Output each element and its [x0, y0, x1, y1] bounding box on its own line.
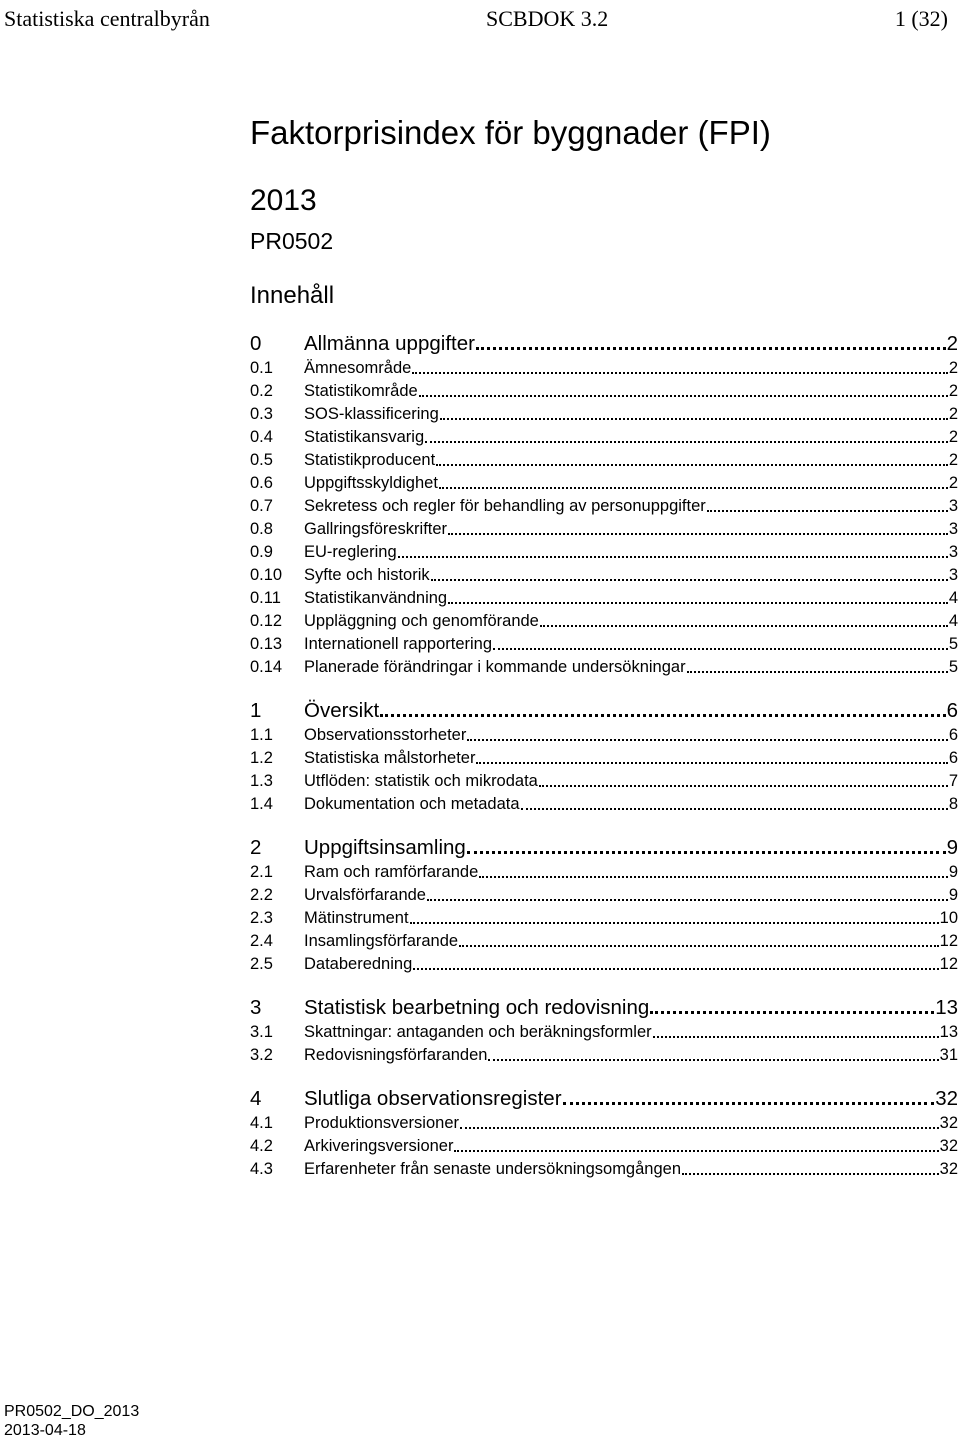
toc-entry-label: Uppgiftsinsamling — [304, 836, 466, 859]
toc-entry-page: 6 — [948, 749, 958, 767]
toc-entry-page: 13 — [935, 996, 958, 1019]
toc-chapter-entry[interactable] — [250, 697, 958, 724]
toc-entry-number: 2.3 — [250, 909, 273, 927]
toc-entry[interactable] — [250, 724, 958, 747]
toc-dot-leader — [412, 371, 948, 374]
toc-entry-label: EU-reglering — [304, 543, 397, 561]
toc-entry-page: 3 — [948, 520, 958, 538]
toc-entry-number: 1.1 — [250, 726, 273, 744]
toc-entry-page: 7 — [948, 772, 958, 790]
toc-entry-page: 9 — [948, 886, 958, 904]
toc-chapter-entry[interactable] — [250, 330, 958, 357]
toc-chapter-entry[interactable] — [250, 994, 958, 1021]
toc-entry-page: 3 — [948, 497, 958, 515]
toc-entry[interactable] — [250, 907, 958, 930]
toc-entry[interactable] — [250, 861, 958, 884]
toc-entry-number: 0.10 — [250, 566, 283, 584]
page-number: 1 (32) — [894, 6, 948, 31]
toc-entry-label: Statistikområde — [304, 382, 418, 400]
toc-entry-page: 2 — [948, 382, 958, 400]
toc-dot-leader — [467, 738, 947, 741]
toc-dot-leader — [427, 898, 948, 901]
toc-entry-number: 1.2 — [250, 749, 273, 767]
toc-dot-leader — [419, 394, 948, 397]
toc-entry-label: Ämnesområde — [304, 359, 412, 377]
toc-entry-page: 5 — [948, 635, 958, 653]
toc-entry-label: Statistikproducent — [304, 451, 436, 469]
toc-entry-number: 0.12 — [250, 612, 283, 630]
toc-entry-page: 6 — [948, 726, 958, 744]
toc-entry-page: 12 — [939, 955, 958, 973]
toc-dot-leader — [448, 532, 948, 535]
toc-chapter-entry[interactable] — [250, 834, 958, 861]
toc-section-gap — [250, 816, 958, 834]
toc-entry-label: Erfarenheter från senaste undersökningsomgången — [304, 1160, 681, 1178]
toc-entry-number: 4 — [250, 1087, 262, 1110]
toc-entry-label: Slutliga observationsregister — [304, 1087, 562, 1110]
toc-dot-leader — [476, 761, 947, 764]
toc-entry[interactable] — [250, 1044, 958, 1067]
product-code: PR0502 — [250, 228, 334, 254]
toc-section-gap — [250, 976, 958, 994]
toc-entry[interactable] — [250, 633, 958, 656]
toc-entry-page: 3 — [948, 543, 958, 561]
toc-entry-label: Statistisk bearbetning och redovisning — [304, 996, 650, 1019]
toc-entry[interactable] — [250, 426, 958, 449]
document-title: Faktorprisindex för byggnader (FPI) — [250, 114, 771, 151]
toc-dot-leader — [431, 578, 948, 581]
toc-dot-leader — [682, 1172, 939, 1175]
toc-dot-leader — [539, 784, 948, 787]
toc-entry-page: 2 — [948, 474, 958, 492]
toc-entry-page: 32 — [939, 1137, 958, 1155]
toc-entry-number: 1.4 — [250, 795, 273, 813]
toc-entry[interactable] — [250, 380, 958, 403]
document-code: SCBDOK 3.2 — [486, 6, 609, 31]
toc-entry[interactable] — [250, 610, 958, 633]
toc-entry[interactable] — [250, 449, 958, 472]
toc-entry-number: 0.4 — [250, 428, 273, 446]
toc-entry[interactable] — [250, 770, 958, 793]
toc-entry[interactable] — [250, 1135, 958, 1158]
footer-document-id: PR0502_DO_2013 — [4, 1403, 140, 1420]
toc-entry-page: 8 — [948, 795, 958, 813]
toc-entry-label: Uppläggning och genomförande — [304, 612, 539, 630]
toc-entry-label: Sekretess och regler för behandling av personuppgifter — [304, 497, 706, 515]
toc-dot-leader — [650, 1010, 934, 1014]
toc-entry[interactable] — [250, 656, 958, 679]
toc-entry-page: 32 — [939, 1160, 958, 1178]
toc-chapter-entry[interactable] — [250, 1085, 958, 1112]
toc-entry-label: Produktionsversioner — [304, 1114, 459, 1132]
toc-entry[interactable] — [250, 930, 958, 953]
toc-entry-page: 32 — [939, 1114, 958, 1132]
toc-dot-leader — [459, 944, 939, 947]
toc-entry-number: 1 — [250, 699, 262, 722]
page-header — [0, 0, 960, 36]
toc-entry-label: Gallringsföreskrifter — [304, 520, 448, 538]
toc-entry-page: 2 — [948, 428, 958, 446]
document-year: 2013 — [250, 184, 317, 217]
toc-entry-page: 3 — [948, 566, 958, 584]
toc-heading: Innehåll — [250, 282, 335, 309]
toc-entry-number: 0.9 — [250, 543, 273, 561]
toc-entry-label: Planerade förändringar i kommande undersökningar — [304, 658, 686, 676]
toc-entry-page: 4 — [948, 589, 958, 607]
toc-entry[interactable] — [250, 1158, 958, 1181]
toc-entry-number: 0.8 — [250, 520, 273, 538]
toc-entry-number: 2.4 — [250, 932, 273, 950]
toc-entry-page: 2 — [946, 332, 958, 355]
toc-entry-label: Insamlingsförfarande — [304, 932, 459, 950]
toc-dot-leader — [440, 417, 948, 420]
toc-entry-number: 3 — [250, 996, 262, 1019]
toc-entry-label: Arkiveringsversioner — [304, 1137, 454, 1155]
toc-entry-label: Ram och ramförfarande — [304, 863, 479, 881]
toc-entry-page: 13 — [939, 1023, 958, 1041]
toc-entry-number: 4.1 — [250, 1114, 273, 1132]
table-of-contents — [250, 330, 958, 1181]
toc-entry-label: Statistikansvarig — [304, 428, 425, 446]
toc-entry-number: 2.1 — [250, 863, 273, 881]
toc-dot-leader — [707, 509, 948, 512]
toc-entry-page: 2 — [948, 359, 958, 377]
toc-entry-label: SOS-klassificering — [304, 405, 439, 423]
toc-entry-page: 5 — [948, 658, 958, 676]
toc-entry-page: 10 — [939, 909, 958, 927]
toc-entry-label: Uppgiftsskyldighet — [304, 474, 438, 492]
toc-entry-label: Dokumentation och metadata — [304, 795, 520, 813]
footer-date: 2013-04-18 — [4, 1422, 86, 1439]
toc-dot-leader — [398, 555, 948, 558]
toc-entry-number: 0.2 — [250, 382, 273, 400]
toc-entry[interactable] — [250, 953, 958, 976]
toc-section-gap — [250, 1067, 958, 1085]
toc-dot-leader — [476, 346, 946, 350]
toc-entry[interactable] — [250, 541, 958, 564]
toc-entry-number: 4.2 — [250, 1137, 273, 1155]
toc-dot-leader — [454, 1149, 938, 1152]
toc-entry[interactable] — [250, 564, 958, 587]
toc-entry-label: Statistiska målstorheter — [304, 749, 476, 767]
toc-dot-leader — [448, 601, 948, 604]
toc-entry-number: 3.1 — [250, 1023, 273, 1041]
toc-dot-leader — [488, 1058, 938, 1061]
toc-dot-leader — [479, 875, 948, 878]
toc-entry-label: Statistikanvändning — [304, 589, 448, 607]
toc-dot-leader — [493, 647, 948, 650]
organization-name: Statistiska centralbyrån — [4, 6, 210, 31]
toc-entry[interactable] — [250, 793, 958, 816]
toc-entry[interactable] — [250, 518, 958, 541]
toc-entry-number: 1.3 — [250, 772, 273, 790]
toc-dot-leader — [413, 967, 938, 970]
toc-dot-leader — [439, 486, 948, 489]
toc-entry[interactable] — [250, 357, 958, 380]
toc-dot-leader — [460, 1126, 939, 1129]
toc-entry-number: 2.2 — [250, 886, 273, 904]
toc-dot-leader — [653, 1035, 939, 1038]
toc-dot-leader — [425, 440, 948, 443]
toc-dot-leader — [410, 921, 939, 924]
toc-entry-page: 2 — [948, 405, 958, 423]
toc-entry-label: Utflöden: statistik och mikrodata — [304, 772, 538, 790]
toc-entry-label: Allmänna uppgifter — [304, 332, 475, 355]
toc-entry[interactable] — [250, 587, 958, 610]
toc-entry-label: Redovisningsförfaranden — [304, 1046, 488, 1064]
toc-entry-label: Urvalsförfarande — [304, 886, 426, 904]
toc-entry-number: 0.7 — [250, 497, 273, 515]
toc-section-gap — [250, 679, 958, 697]
toc-entry-label: Databeredning — [304, 955, 413, 973]
toc-entry[interactable] — [250, 495, 958, 518]
toc-entry[interactable] — [250, 747, 958, 770]
toc-entry-number: 0.5 — [250, 451, 273, 469]
toc-entry-number: 0.3 — [250, 405, 273, 423]
toc-dot-leader — [380, 713, 945, 717]
toc-entry-label: Översikt — [304, 699, 380, 722]
toc-entry-page: 12 — [939, 932, 958, 950]
toc-dot-leader — [467, 850, 946, 854]
toc-entry-number: 2 — [250, 836, 262, 859]
toc-dot-leader — [687, 670, 948, 673]
toc-entry-number: 0.11 — [250, 589, 281, 607]
toc-entry[interactable] — [250, 403, 958, 426]
toc-entry-label: Skattningar: antaganden och beräkningsformler — [304, 1023, 652, 1041]
toc-entry-number: 0.1 — [250, 359, 273, 377]
toc-entry-label: Syfte och historik — [304, 566, 430, 584]
toc-entry-label: Mätinstrument — [304, 909, 409, 927]
toc-dot-leader — [540, 624, 948, 627]
toc-entry-label: Observationsstorheter — [304, 726, 467, 744]
toc-entry-page: 2 — [948, 451, 958, 469]
toc-entry-label: Internationell rapportering — [304, 635, 493, 653]
toc-entry-number: 4.3 — [250, 1160, 273, 1178]
toc-entry-page: 4 — [948, 612, 958, 630]
toc-entry-number: 0 — [250, 332, 262, 355]
toc-entry[interactable] — [250, 1112, 958, 1135]
page-footer — [4, 1402, 139, 1440]
toc-entry-number: 0.13 — [250, 635, 283, 653]
toc-entry-page: 9 — [948, 863, 958, 881]
toc-entry-number: 3.2 — [250, 1046, 273, 1064]
toc-entry-page: 6 — [946, 699, 958, 722]
toc-entry-number: 0.6 — [250, 474, 273, 492]
toc-entry[interactable] — [250, 472, 958, 495]
toc-entry-number: 2.5 — [250, 955, 273, 973]
toc-entry-page: 32 — [935, 1087, 958, 1110]
toc-entry[interactable] — [250, 1021, 958, 1044]
toc-entry-page: 31 — [939, 1046, 958, 1064]
toc-dot-leader — [563, 1101, 935, 1105]
toc-entry-number: 0.14 — [250, 658, 283, 676]
toc-entry[interactable] — [250, 884, 958, 907]
toc-dot-leader — [436, 463, 948, 466]
toc-dot-leader — [521, 807, 948, 810]
toc-entry-page: 9 — [946, 836, 958, 859]
